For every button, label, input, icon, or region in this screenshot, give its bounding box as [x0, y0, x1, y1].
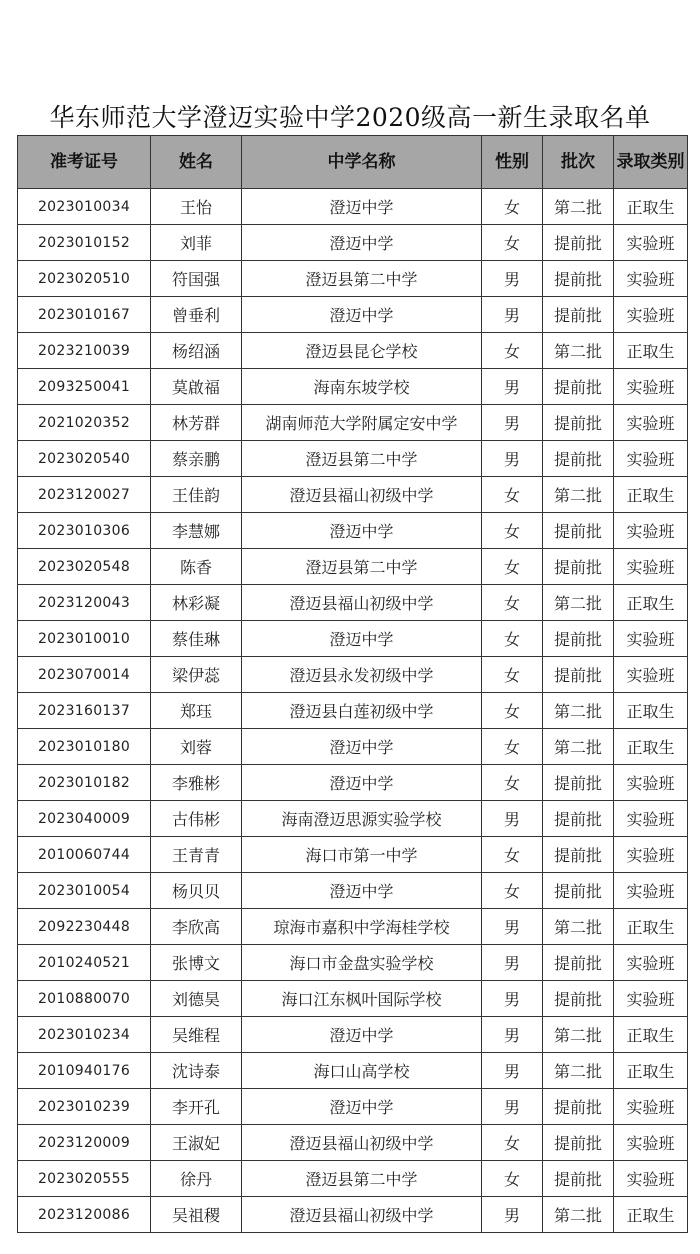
table-row — [18, 405, 688, 441]
table-row — [18, 225, 688, 261]
cell-school: 澄迈县第二中学 — [242, 261, 482, 297]
cell-category: 实验班 — [614, 801, 688, 837]
cell-batch: 提前批 — [543, 657, 614, 693]
cell-batch: 提前批 — [543, 441, 614, 477]
cell-category: 实验班 — [614, 765, 688, 801]
cell-batch: 第二批 — [543, 1053, 614, 1089]
cell-batch: 提前批 — [543, 873, 614, 909]
cell-batch: 第二批 — [543, 189, 614, 225]
cell-school: 湖南师范大学附属定安中学 — [242, 405, 482, 441]
cell-school: 澄迈中学 — [242, 297, 482, 333]
cell-name: 蔡亲鹏 — [151, 441, 242, 477]
cell-school: 澄迈中学 — [242, 1017, 482, 1053]
cell-gender: 女 — [482, 693, 543, 729]
cell-category: 实验班 — [614, 945, 688, 981]
cell-gender: 男 — [482, 369, 543, 405]
cell-exam-id: 2010940176 — [18, 1053, 151, 1089]
cell-school: 澄迈中学 — [242, 225, 482, 261]
cell-name: 沈诗泰 — [151, 1053, 242, 1089]
cell-name: 李慧娜 — [151, 513, 242, 549]
cell-category: 实验班 — [614, 1125, 688, 1161]
cell-category: 实验班 — [614, 441, 688, 477]
cell-gender: 男 — [482, 801, 543, 837]
cell-name: 吴维程 — [151, 1017, 242, 1053]
cell-school: 澄迈中学 — [242, 621, 482, 657]
cell-category: 正取生 — [614, 729, 688, 765]
cell-name: 刘德昊 — [151, 981, 242, 1017]
cell-gender: 男 — [482, 297, 543, 333]
header-gender: 性别 — [482, 136, 543, 189]
cell-school: 澄迈县福山初级中学 — [242, 1197, 482, 1233]
header-batch: 批次 — [543, 136, 614, 189]
cell-name: 刘菲 — [151, 225, 242, 261]
cell-category: 实验班 — [614, 549, 688, 585]
cell-exam-id: 2010880070 — [18, 981, 151, 1017]
cell-exam-id: 2092230448 — [18, 909, 151, 945]
cell-name: 陈香 — [151, 549, 242, 585]
cell-school: 澄迈县第二中学 — [242, 441, 482, 477]
cell-school: 琼海市嘉积中学海桂学校 — [242, 909, 482, 945]
cell-category: 正取生 — [614, 909, 688, 945]
table-row — [18, 1125, 688, 1161]
table-row — [18, 441, 688, 477]
cell-exam-id: 2023010239 — [18, 1089, 151, 1125]
cell-batch: 提前批 — [543, 513, 614, 549]
cell-batch: 提前批 — [543, 405, 614, 441]
cell-category: 实验班 — [614, 1089, 688, 1125]
cell-gender: 男 — [482, 441, 543, 477]
cell-exam-id: 2023120009 — [18, 1125, 151, 1161]
cell-school: 澄迈县昆仑学校 — [242, 333, 482, 369]
cell-school: 澄迈县白莲初级中学 — [242, 693, 482, 729]
cell-batch: 第二批 — [543, 477, 614, 513]
cell-gender: 男 — [482, 261, 543, 297]
table-row — [18, 369, 688, 405]
cell-exam-id: 2023160137 — [18, 693, 151, 729]
cell-school: 澄迈县第二中学 — [242, 549, 482, 585]
table-row — [18, 189, 688, 225]
cell-gender: 女 — [482, 549, 543, 585]
table-row — [18, 1161, 688, 1197]
cell-exam-id: 2023010180 — [18, 729, 151, 765]
cell-batch: 提前批 — [543, 981, 614, 1017]
cell-exam-id: 2023010234 — [18, 1017, 151, 1053]
header-name: 姓名 — [151, 136, 242, 189]
table-row — [18, 801, 688, 837]
cell-exam-id: 2023010152 — [18, 225, 151, 261]
cell-batch: 第二批 — [543, 909, 614, 945]
table-row — [18, 945, 688, 981]
cell-exam-id: 2023120043 — [18, 585, 151, 621]
cell-name: 张博文 — [151, 945, 242, 981]
cell-school: 海口江东枫叶国际学校 — [242, 981, 482, 1017]
cell-name: 杨绍涵 — [151, 333, 242, 369]
cell-gender: 女 — [482, 729, 543, 765]
table-row — [18, 765, 688, 801]
cell-name: 王青青 — [151, 837, 242, 873]
cell-exam-id: 2023210039 — [18, 333, 151, 369]
cell-school: 澄迈县福山初级中学 — [242, 585, 482, 621]
cell-gender: 男 — [482, 405, 543, 441]
cell-name: 蔡佳琳 — [151, 621, 242, 657]
cell-school: 海南东坡学校 — [242, 369, 482, 405]
cell-gender: 男 — [482, 981, 543, 1017]
table-body — [18, 189, 688, 1233]
cell-category: 实验班 — [614, 837, 688, 873]
cell-name: 王怡 — [151, 189, 242, 225]
cell-category: 正取生 — [614, 693, 688, 729]
cell-name: 杨贝贝 — [151, 873, 242, 909]
cell-exam-id: 2023010034 — [18, 189, 151, 225]
cell-name: 王淑妃 — [151, 1125, 242, 1161]
cell-school: 海南澄迈思源实验学校 — [242, 801, 482, 837]
cell-batch: 提前批 — [543, 369, 614, 405]
table-row — [18, 621, 688, 657]
cell-category: 实验班 — [614, 513, 688, 549]
cell-category: 实验班 — [614, 405, 688, 441]
table-row — [18, 693, 688, 729]
cell-batch: 提前批 — [543, 1125, 614, 1161]
cell-exam-id: 2023020555 — [18, 1161, 151, 1197]
cell-name: 古伟彬 — [151, 801, 242, 837]
cell-name: 吴祖稷 — [151, 1197, 242, 1233]
cell-gender: 男 — [482, 1017, 543, 1053]
cell-exam-id: 2093250041 — [18, 369, 151, 405]
cell-exam-id: 2023010010 — [18, 621, 151, 657]
cell-school: 海口山高学校 — [242, 1053, 482, 1089]
cell-name: 林彩凝 — [151, 585, 242, 621]
table-row — [18, 1017, 688, 1053]
cell-category: 实验班 — [614, 225, 688, 261]
cell-category: 正取生 — [614, 477, 688, 513]
cell-category: 正取生 — [614, 1197, 688, 1233]
cell-school: 澄迈中学 — [242, 729, 482, 765]
cell-exam-id: 2023040009 — [18, 801, 151, 837]
cell-batch: 第二批 — [543, 729, 614, 765]
cell-gender: 女 — [482, 765, 543, 801]
cell-exam-id: 2023010054 — [18, 873, 151, 909]
cell-batch: 提前批 — [543, 621, 614, 657]
admission-table — [17, 135, 688, 1233]
cell-category: 实验班 — [614, 1161, 688, 1197]
cell-category: 实验班 — [614, 657, 688, 693]
cell-school: 澄迈中学 — [242, 873, 482, 909]
cell-category: 正取生 — [614, 585, 688, 621]
table-header — [18, 136, 688, 189]
cell-batch: 提前批 — [543, 225, 614, 261]
header-row — [18, 136, 688, 189]
table-row — [18, 981, 688, 1017]
cell-category: 实验班 — [614, 297, 688, 333]
header-category: 录取类别 — [614, 136, 688, 189]
table-row — [18, 513, 688, 549]
cell-gender: 男 — [482, 1089, 543, 1125]
cell-batch: 第二批 — [543, 585, 614, 621]
cell-name: 刘蓉 — [151, 729, 242, 765]
cell-gender: 女 — [482, 1125, 543, 1161]
cell-gender: 男 — [482, 1053, 543, 1089]
cell-exam-id: 2023020540 — [18, 441, 151, 477]
cell-school: 澄迈中学 — [242, 189, 482, 225]
cell-exam-id: 2010240521 — [18, 945, 151, 981]
table-row — [18, 297, 688, 333]
table-row — [18, 657, 688, 693]
cell-gender: 女 — [482, 873, 543, 909]
document-title: 华东师范大学澄迈实验中学2020级高一新生录取名单 — [49, 103, 651, 132]
cell-name: 李欣高 — [151, 909, 242, 945]
table-row — [18, 261, 688, 297]
cell-category: 实验班 — [614, 981, 688, 1017]
cell-batch: 提前批 — [543, 297, 614, 333]
table-row — [18, 333, 688, 369]
cell-name: 梁伊蕊 — [151, 657, 242, 693]
cell-gender: 女 — [482, 477, 543, 513]
cell-gender: 女 — [482, 513, 543, 549]
table-row — [18, 873, 688, 909]
cell-gender: 女 — [482, 621, 543, 657]
cell-category: 实验班 — [614, 369, 688, 405]
cell-batch: 第二批 — [543, 333, 614, 369]
cell-exam-id: 2023120086 — [18, 1197, 151, 1233]
cell-school: 澄迈县福山初级中学 — [242, 1125, 482, 1161]
cell-exam-id: 2023120027 — [18, 477, 151, 513]
table-row — [18, 909, 688, 945]
cell-batch: 第二批 — [543, 693, 614, 729]
cell-gender: 男 — [482, 909, 543, 945]
cell-category: 实验班 — [614, 621, 688, 657]
cell-name: 林芳群 — [151, 405, 242, 441]
cell-gender: 女 — [482, 1161, 543, 1197]
cell-category: 正取生 — [614, 1053, 688, 1089]
table-row — [18, 837, 688, 873]
cell-gender: 女 — [482, 333, 543, 369]
cell-category: 正取生 — [614, 189, 688, 225]
cell-exam-id: 2023070014 — [18, 657, 151, 693]
cell-school: 澄迈县永发初级中学 — [242, 657, 482, 693]
table-row — [18, 585, 688, 621]
cell-name: 郑珏 — [151, 693, 242, 729]
cell-exam-id: 2023010182 — [18, 765, 151, 801]
cell-batch: 第二批 — [543, 1197, 614, 1233]
table-row — [18, 1053, 688, 1089]
cell-exam-id: 2023020510 — [18, 261, 151, 297]
table-row — [18, 1089, 688, 1125]
cell-school: 澄迈中学 — [242, 513, 482, 549]
cell-name: 李开孔 — [151, 1089, 242, 1125]
header-school: 中学名称 — [242, 136, 482, 189]
cell-batch: 提前批 — [543, 1161, 614, 1197]
cell-category: 实验班 — [614, 873, 688, 909]
cell-name: 符国强 — [151, 261, 242, 297]
table-row — [18, 729, 688, 765]
cell-gender: 女 — [482, 837, 543, 873]
cell-school: 澄迈中学 — [242, 1089, 482, 1125]
cell-batch: 提前批 — [543, 549, 614, 585]
cell-exam-id: 2023020548 — [18, 549, 151, 585]
cell-exam-id: 2023010167 — [18, 297, 151, 333]
cell-batch: 第二批 — [543, 1017, 614, 1053]
cell-school: 海口市金盘实验学校 — [242, 945, 482, 981]
cell-batch: 提前批 — [543, 261, 614, 297]
cell-batch: 提前批 — [543, 765, 614, 801]
cell-exam-id: 2023010306 — [18, 513, 151, 549]
cell-batch: 提前批 — [543, 945, 614, 981]
cell-exam-id: 2021020352 — [18, 405, 151, 441]
table-row — [18, 1197, 688, 1233]
cell-gender: 女 — [482, 657, 543, 693]
cell-batch: 提前批 — [543, 1089, 614, 1125]
cell-name: 王佳韵 — [151, 477, 242, 513]
cell-name: 徐丹 — [151, 1161, 242, 1197]
header-exam-id: 准考证号 — [18, 136, 151, 189]
cell-batch: 提前批 — [543, 837, 614, 873]
cell-category: 实验班 — [614, 261, 688, 297]
cell-category: 正取生 — [614, 333, 688, 369]
cell-exam-id: 2010060744 — [18, 837, 151, 873]
cell-gender: 男 — [482, 1197, 543, 1233]
table-row — [18, 549, 688, 585]
cell-name: 莫啟福 — [151, 369, 242, 405]
cell-name: 李雅彬 — [151, 765, 242, 801]
cell-gender: 男 — [482, 945, 543, 981]
table-row — [18, 477, 688, 513]
cell-name: 曾垂利 — [151, 297, 242, 333]
cell-school: 澄迈中学 — [242, 765, 482, 801]
cell-batch: 提前批 — [543, 801, 614, 837]
cell-category: 正取生 — [614, 1017, 688, 1053]
cell-school: 海口市第一中学 — [242, 837, 482, 873]
cell-school: 澄迈县福山初级中学 — [242, 477, 482, 513]
cell-gender: 女 — [482, 585, 543, 621]
cell-gender: 女 — [482, 189, 543, 225]
cell-school: 澄迈县第二中学 — [242, 1161, 482, 1197]
cell-gender: 女 — [482, 225, 543, 261]
